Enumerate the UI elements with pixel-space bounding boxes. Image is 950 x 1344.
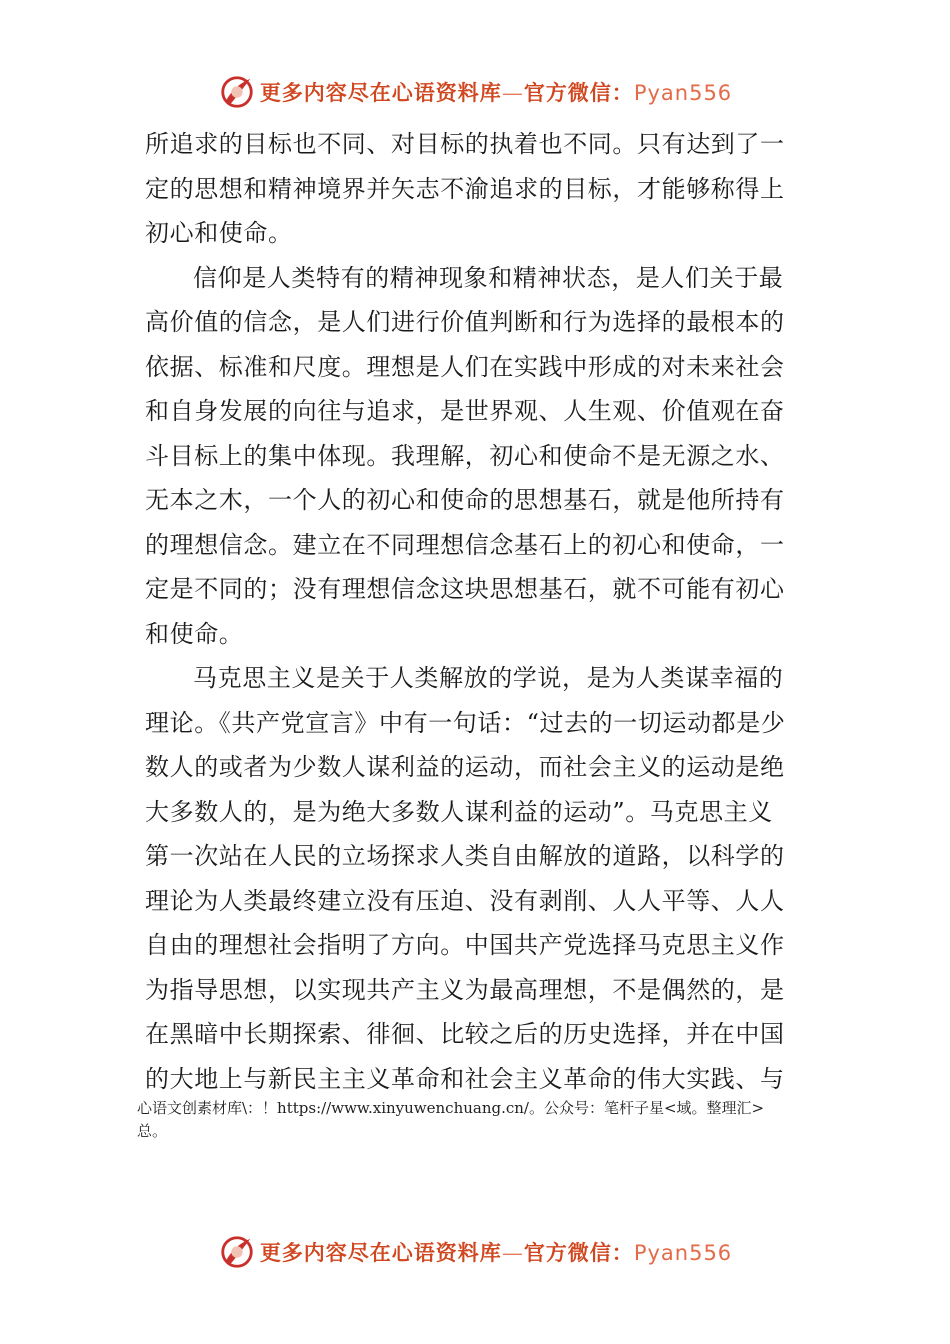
paragraph-line: 理论。《共产党宣言》中有一句话：“过去的一切运动都是少 xyxy=(145,708,786,737)
paragraph-line: 高价值的信念，是人们进行价值判断和行为选择的最根本的 xyxy=(145,308,785,336)
paragraph-line: 马克思主义是关于人类解放的学说，是为人类谋幸福的 xyxy=(193,664,784,692)
paragraph-line: 的理想信念。建立在不同理想信念基石上的初心和使命，一 xyxy=(145,530,785,559)
banner-wechat-id: Pyan556 xyxy=(633,1241,733,1265)
paragraph-line: 斗目标上的集中体现。我理解，初心和使命不是无源之水、 xyxy=(145,441,785,470)
banner-main-text: 更多内容尽在心语资料库 xyxy=(259,1240,502,1265)
banner-wechat-id: Pyan556 xyxy=(633,81,733,105)
paragraph-line: 和使命。 xyxy=(145,619,244,648)
paragraph-line: 无本之木，一个人的初心和使命的思想基石，就是他所持有 xyxy=(145,486,785,514)
paragraph-line: 和自身发展的向往与追求，是世界观、人生观、价值观在奋 xyxy=(145,397,785,425)
paragraph-line: 初心和使命。 xyxy=(145,219,293,247)
banner-separator: — xyxy=(501,1241,524,1265)
paragraph-line: 定是不同的；没有理想信念这块思想基石，就不可能有初心 xyxy=(145,575,785,603)
paragraph-line: 第一次站在人民的立场探求人类自由解放的道路，以科学的 xyxy=(145,842,785,870)
header-banner xyxy=(0,72,950,112)
paragraph-line: 信仰是人类特有的精神现象和精神状态，是人们关于最 xyxy=(193,263,784,292)
logo-icon xyxy=(218,73,256,111)
paragraph-line: 定的思想和精神境界并矢志不渝追求的目标，才能够称得上 xyxy=(145,174,785,203)
paragraph-line: 为指导思想，以实现共产主义为最高理想，不是偶然的，是 xyxy=(145,975,785,1004)
paragraph-line: 依据、标准和尺度。理想是人们在实践中形成的对未来社会 xyxy=(145,352,785,381)
banner-main-text: 更多内容尽在心语资料库 xyxy=(259,80,502,105)
footer-banner xyxy=(0,1232,950,1272)
banner-separator: — xyxy=(501,81,524,105)
paragraph-line: 自由的理想社会指明了方向。中国共产党选择马克思主义作 xyxy=(145,931,785,959)
footer-line: 总。 xyxy=(137,1122,168,1140)
paragraph-line: 的大地上与新民主主义革命和社会主义革命的伟大实践、与 xyxy=(145,1064,785,1093)
paragraph-line: 在黑暗中长期探索、徘徊、比较之后的历史选择，并在中国 xyxy=(145,1020,785,1048)
document-body xyxy=(145,122,809,1101)
logo-icon xyxy=(218,1233,256,1271)
paragraph-line: 大多数人的，是为绝大多数人谋利益的运动”。马克思主义 xyxy=(145,797,773,826)
paragraph-line: 所追求的目标也不同、对目标的执着也不同。只有达到了一 xyxy=(145,130,785,158)
footer-note xyxy=(137,1097,837,1143)
footer-line: 心语文创素材库\：！https://www.xinyuwenchuang.cn/。公众号：笔杆子星<域。整理汇> xyxy=(137,1099,765,1117)
paragraph-line: 数人的或者为少数人谋利益的运动，而社会主义的运动是绝 xyxy=(145,753,785,781)
banner-official-label: 官方微信： xyxy=(523,80,634,105)
banner-official-label: 官方微信： xyxy=(523,1240,634,1265)
paragraph-line: 理论为人类最终建立没有压迫、没有剥削、人人平等、人人 xyxy=(145,886,785,915)
